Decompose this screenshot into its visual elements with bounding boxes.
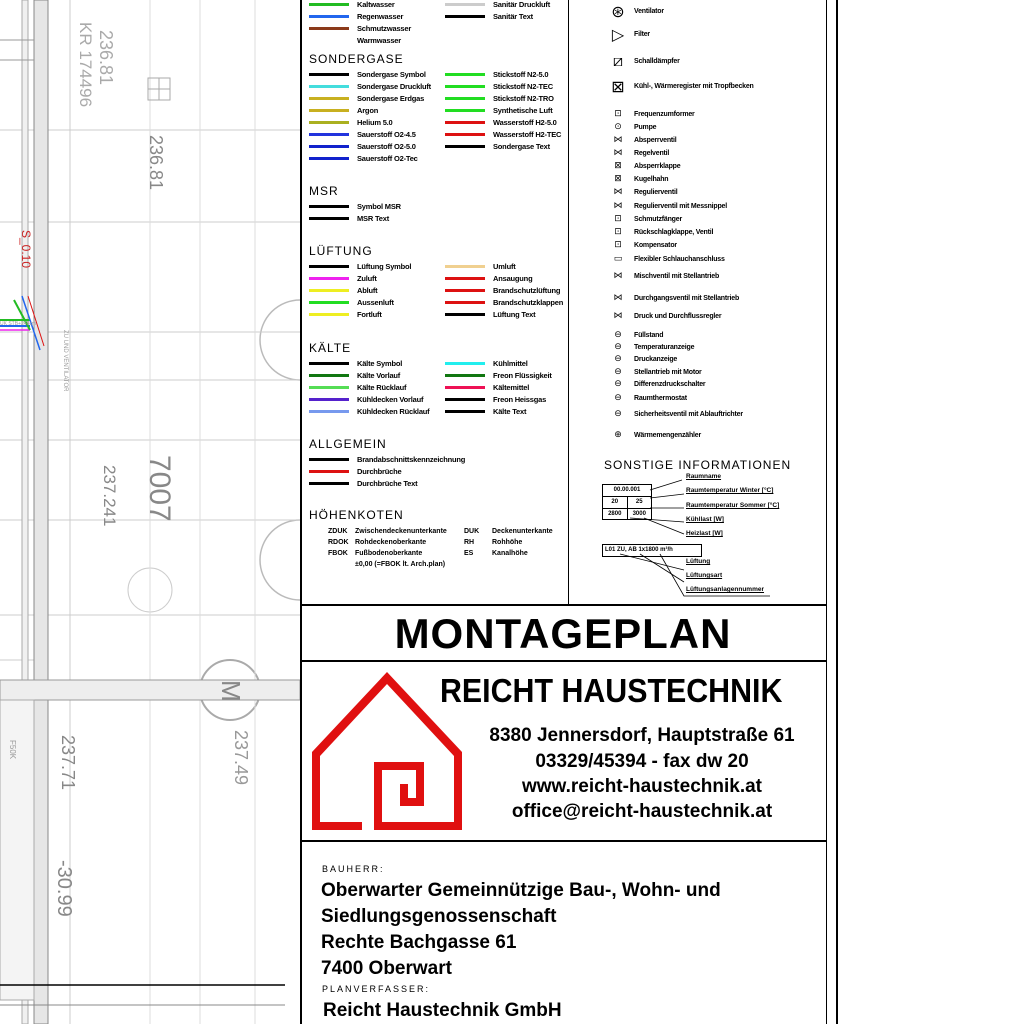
legend-row (309, 453, 465, 465)
symbol-label: Druckanzeige (634, 355, 678, 363)
legend-label: Kühldecken Vorlauf (357, 394, 424, 404)
legend-line-swatch (445, 386, 485, 389)
symbol-icon: ⋈ (613, 201, 623, 211)
symbol-label: Kühl-, Wärmeregister mit Tropfbecken (634, 82, 754, 90)
symbol-row (602, 173, 668, 185)
legend-label: Regenwasser (357, 11, 404, 21)
symbol-label: Ventilator (634, 7, 664, 15)
kaelte-title: KÄLTE (309, 341, 352, 355)
symbol-icon: ⊖ (614, 379, 622, 389)
legend-line-swatch (309, 374, 349, 377)
legend-label: Sanitär Druckluft (493, 0, 551, 9)
legend-label: Warmwasser (357, 35, 401, 45)
legend-label: Sondergase Symbol (357, 69, 426, 79)
symbol-row (602, 341, 694, 353)
symbol-row (602, 147, 669, 159)
legend-label: Synthetische Luft (493, 105, 553, 115)
legend-line-swatch (445, 133, 485, 136)
symbol-label: Stellantrieb mit Motor (634, 368, 702, 376)
legend-row (445, 369, 552, 381)
legend-label: Fortluft (357, 309, 382, 319)
lueftung-title: LÜFTUNG (309, 244, 373, 258)
legend-line-swatch (445, 289, 485, 292)
symbol-icon: ⊖ (614, 367, 622, 377)
dim-label-2: 237.241 (100, 465, 119, 527)
divider-company-client (300, 840, 826, 842)
symbol-label: Absperrklappe (634, 162, 681, 170)
legend-label: Brandabschnittskennzeichnung (357, 454, 466, 464)
legend-line-swatch (309, 470, 349, 473)
hk-code: RDOK (328, 539, 349, 546)
room-info-id: 00.00.001 (603, 485, 651, 497)
legend-row (445, 381, 529, 393)
symbol-icon: ⧄ (612, 51, 624, 70)
dim-label-6: -30.99 (53, 860, 75, 917)
legend-label: Stickstoff N2-5.0 (493, 69, 549, 79)
legend-label: Sondergase Erdgas (357, 93, 425, 103)
legend-line-swatch (309, 121, 349, 124)
legend-label: Freon Flüssigkeit (493, 370, 552, 380)
legend-row (445, 405, 526, 417)
legend-label: Schmutzwasser (357, 23, 412, 33)
legend-line-swatch (309, 313, 349, 316)
legend-row (445, 296, 563, 308)
legend-label: Brandschutzlüftung (493, 285, 561, 295)
symbol-row (602, 134, 677, 146)
symbol-row (602, 239, 677, 251)
legend-row (309, 140, 416, 152)
company-phone: 03329/45394 - fax dw 20 (535, 751, 749, 772)
symbol-icon: ⊖ (614, 354, 622, 364)
legend-line-swatch (445, 85, 485, 88)
sonstige-title: SONSTIGE INFORMATIONEN (604, 458, 792, 472)
legend-row (309, 200, 401, 212)
symbol-icon: ⊖ (614, 393, 622, 403)
symbol-icon: ⊠ (614, 174, 622, 184)
hk-code-2: RH (464, 539, 475, 546)
legend-line-swatch (309, 157, 349, 160)
symbol-row (602, 253, 725, 265)
legend-row (309, 0, 395, 10)
symbol-label: Schmutzfänger (634, 215, 682, 223)
legend-row (309, 260, 411, 272)
legend-line-swatch (309, 458, 349, 461)
legend-row (445, 116, 557, 128)
company-name: REICHT HAUSTECHNIK (440, 672, 783, 709)
legend-line-swatch (445, 362, 485, 365)
symbol-row (602, 226, 713, 238)
legend-label: Kälte Rücklauf (357, 382, 407, 392)
hk-description-2: Deckenunterkante (492, 528, 553, 535)
legend-row (445, 80, 553, 92)
dim-label-1: 236.81 (146, 135, 166, 191)
symbol-row (602, 213, 682, 225)
info-label: Lüftungsanlagennummer (686, 586, 765, 593)
info-label: Lüftungsart (686, 572, 723, 579)
symbol-icon: ⋈ (613, 135, 623, 145)
legend-line-swatch (309, 85, 349, 88)
dim-label-1b: 236.81 (96, 30, 116, 86)
legend-line-swatch (445, 410, 485, 413)
symbol-label: Füllstand (634, 331, 664, 339)
hk-description: Rohdeckenoberkante (355, 539, 427, 546)
legend-label: Freon Heissgas (493, 394, 547, 404)
legend-row (309, 10, 403, 22)
symbol-label: Regulierventil (634, 188, 678, 196)
symbol-icon: ▷ (611, 24, 625, 44)
bauherr-line-2: Siedlungsgenossenschaft (321, 906, 557, 927)
legend-label: Brandschutzklappen (493, 297, 564, 307)
symbol-row (602, 108, 695, 120)
legend-label: Durchbrüche Text (357, 478, 418, 488)
legend-line-swatch (309, 27, 349, 30)
legend-line-swatch (445, 121, 485, 124)
legend-row (309, 152, 418, 164)
room-info-cooling: 2800 (603, 509, 628, 520)
legend-row (445, 272, 532, 284)
legend-label: Kälte Text (493, 406, 527, 416)
symbol-label: Regulierventil mit Messnippel (634, 202, 727, 210)
symbol-row (602, 408, 743, 420)
legend-label: Ansaugung (493, 273, 533, 283)
legend-line-swatch (445, 277, 485, 280)
legend-label: MSR Text (357, 213, 390, 223)
symbol-label: Schalldämpfer (634, 57, 680, 65)
room-info-summer: 25 (635, 499, 643, 505)
pipe-label: S_0.10 (19, 230, 33, 269)
legend-line-swatch (309, 482, 349, 485)
legend-label: Sondergase Druckluft (357, 81, 431, 91)
legend-label: Lüftung Symbol (357, 261, 412, 271)
symbol-row (602, 1, 664, 21)
legend-label: Kühlmittel (493, 358, 528, 368)
symbol-label: Regelventil (634, 149, 670, 157)
legend-row (445, 0, 550, 10)
symbol-icon: ⊡ (614, 109, 622, 119)
legend-row (309, 212, 389, 224)
symbol-row (602, 270, 719, 282)
legend-row (309, 272, 377, 284)
legend-line-swatch (445, 15, 485, 18)
vertical-note-2: F50K (8, 740, 17, 760)
symbol-icon: ⋈ (613, 293, 623, 303)
legend-row (309, 405, 429, 417)
symbol-row (602, 51, 680, 70)
room-label: M (216, 680, 246, 702)
legend-line-swatch (309, 97, 349, 100)
company-website: www.reicht-haustechnik.at (521, 776, 762, 797)
legend-line-swatch (309, 265, 349, 268)
legend-line-swatch (445, 145, 485, 148)
legend-line-swatch (309, 289, 349, 292)
dim-label-4: 237.71 (58, 735, 78, 791)
legend-line-swatch (309, 217, 349, 220)
legend-row (309, 465, 401, 477)
msr-title: MSR (309, 184, 339, 198)
symbol-label: Wärmemengenzähler (634, 431, 702, 439)
symbol-icon: ⊕ (614, 430, 622, 440)
legend-label: Stickstoff N2-TRO (493, 93, 554, 103)
legend-line-swatch (309, 277, 349, 280)
symbol-row (602, 121, 656, 133)
legend-line-swatch (309, 109, 349, 112)
symbol-row (602, 24, 650, 44)
legend-line-swatch (309, 133, 349, 136)
company-email: office@reicht-haustechnik.at (511, 801, 773, 822)
legend-label: Kaltwasser (357, 0, 395, 9)
legend-label: Zuluft (357, 273, 377, 283)
legend-label: Sondergase Text (493, 141, 550, 151)
legend-row (445, 128, 561, 140)
legend-line-swatch (445, 109, 485, 112)
symbol-row (602, 310, 721, 322)
symbol-icon: ⊖ (614, 342, 622, 352)
symbol-icon: ⊡ (614, 227, 622, 237)
symbol-icon: ⊖ (614, 330, 622, 340)
legend-line-swatch (445, 374, 485, 377)
bauherr-line-4: 7400 Oberwart (321, 958, 452, 979)
legend-label: Aussenluft (357, 297, 394, 307)
legend-line-swatch (309, 39, 349, 42)
legend-label: Kälte Symbol (357, 358, 403, 368)
symbol-label: Frequenzumformer (634, 110, 695, 118)
legend-label: Abluft (357, 285, 378, 295)
legend-row (309, 393, 423, 405)
sondergase-title: SONDERGASE (309, 52, 404, 66)
bauherr-label: BAUHERR: (322, 864, 385, 874)
legend-line-swatch (309, 15, 349, 18)
floor-plan-svg (0, 0, 300, 1024)
symbol-label: Kugelhahn (634, 175, 669, 183)
legend-row (309, 128, 416, 140)
legend-label: Kältemittel (493, 382, 530, 392)
dim-label-5: 237.49 (231, 730, 251, 786)
symbol-label: Temperaturanzeige (634, 343, 695, 351)
legend-label: Lüftung Text (493, 309, 536, 319)
legend-row (445, 284, 560, 296)
legend-line-swatch (445, 313, 485, 316)
legend-line-swatch (309, 3, 349, 6)
legend-row (309, 68, 426, 80)
symbol-row (602, 186, 678, 198)
symbol-label: Durchgangsventil mit Stellantrieb (634, 294, 740, 302)
symbol-row (602, 292, 739, 304)
legend-label: Sauerstoff O2-5.0 (357, 141, 416, 151)
vertical-note-1: ZU UND VENTILATOR (62, 330, 68, 392)
dim-label-3: 7007 (143, 455, 176, 522)
legend-row (445, 260, 516, 272)
symbol-row (602, 200, 727, 212)
symbol-label: Kompensator (634, 241, 677, 249)
symbol-label: Mischventil mit Stellantrieb (634, 272, 720, 280)
kr-label: KR 174496 (76, 22, 95, 108)
symbol-label: Differenzdruckschalter (634, 380, 706, 388)
planverfasser-name: Reicht Haustechnik GmbH (323, 1000, 562, 1021)
legend-row (309, 357, 402, 369)
hk-description: Zwischendeckenunterkante (355, 528, 447, 535)
legend-row (309, 477, 417, 489)
legend-line-swatch (309, 205, 349, 208)
bauherr-line-1: Oberwarter Gemeinnützige Bau-, Wohn- und (321, 880, 721, 901)
hoehenkoten-title: HÖHENKOTEN (309, 508, 404, 522)
info-label: Kühllast [W] (686, 516, 724, 523)
symbol-icon: ⊙ (614, 122, 622, 132)
legend-row (445, 104, 553, 116)
symbol-icon: ⋈ (613, 187, 623, 197)
plan-title: MONTAGEPLAN (394, 610, 732, 657)
symbol-label: Flexibler Schlauchanschluss (634, 255, 725, 263)
legend-row (309, 308, 382, 320)
symbol-label: Filter (634, 30, 650, 38)
legend-row (445, 68, 548, 80)
symbol-row (602, 378, 705, 390)
symbol-row (602, 160, 680, 172)
symbol-row (602, 392, 687, 404)
floor-plan-drawing (0, 0, 300, 1024)
legend-column-divider (568, 0, 569, 605)
legend-line-swatch (445, 301, 485, 304)
symbol-icon: ⋈ (613, 311, 623, 321)
info-label: Raumtemperatur Winter [°C] (686, 487, 774, 494)
symbol-row (602, 366, 702, 378)
symbol-label: Raumthermostat (634, 394, 687, 402)
legend-label: Symbol MSR (357, 201, 401, 211)
symbol-icon: ⊛ (611, 1, 625, 21)
legend-label: Kühldecken Rücklauf (357, 406, 430, 416)
right-border-line (826, 0, 827, 1024)
legend-row (309, 80, 431, 92)
symbol-icon: ⊡ (614, 240, 622, 250)
legend-row (309, 296, 394, 308)
company-address: 8380 Jennersdorf, Hauptstraße 61 (489, 725, 795, 746)
symbol-icon: ⊡ (614, 214, 622, 224)
legend-row (445, 308, 535, 320)
legend-line-swatch (445, 73, 485, 76)
legend-label: Stickstoff N2-TEC (493, 81, 553, 91)
symbol-row (602, 329, 663, 341)
hk-code-2: ES (464, 550, 474, 557)
legend-line-swatch (309, 386, 349, 389)
hk-code: ZDUK (328, 528, 348, 535)
legend-label: Wasserstoff H2-TEC (493, 129, 562, 139)
legend-row (309, 284, 377, 296)
legend-row (445, 92, 554, 104)
legend-line-swatch (309, 301, 349, 304)
symbol-label: Pumpe (634, 123, 657, 131)
legend-row (445, 10, 533, 22)
symbol-row (602, 429, 701, 441)
legend-label: Sauerstoff O2-Tec (357, 153, 418, 163)
vertical-note-3: UK STB+248cm (0, 321, 36, 327)
legend-line-swatch (309, 362, 349, 365)
symbol-label: Absperrventil (634, 136, 677, 144)
symbol-row (602, 353, 677, 365)
symbol-icon: ⊠ (614, 161, 622, 171)
legend-line-swatch (445, 97, 485, 100)
legend-label: Umluft (493, 261, 516, 271)
room-info-heating: 3000 (632, 511, 646, 517)
ventilation-info-box: L01 ZU, AB 1x1800 m³/h (602, 544, 702, 557)
symbol-label: Rückschlagklappe, Ventil (634, 228, 714, 236)
legend-label: Durchbrüche (357, 466, 402, 476)
info-label: Lüftung (686, 558, 711, 565)
legend-label: Sauerstoff O2-4.5 (357, 129, 416, 139)
hk-description-2: Rohhöhe (492, 539, 523, 546)
legend-line-swatch (309, 73, 349, 76)
symbol-label: Druck und Durchflussregler (634, 312, 722, 320)
legend-line-swatch (309, 398, 349, 401)
legend-line-swatch (445, 398, 485, 401)
hk-description: ±0,00 (=FBOK lt. Arch.plan) (355, 561, 446, 568)
allgemein-title: ALLGEMEIN (309, 437, 387, 451)
hk-code-2: DUK (464, 528, 480, 535)
legend-label: Argon (357, 105, 379, 115)
bauherr-line-3: Rechte Bachgasse 61 (321, 932, 517, 953)
info-label: Raumtemperatur Sommer [°C] (686, 502, 780, 509)
legend-row (445, 140, 550, 152)
info-leader-lines (600, 470, 790, 600)
info-label: Heizlast [W] (686, 530, 723, 537)
hk-description-2: Kanalhöhe (492, 550, 528, 557)
legend-row (309, 104, 378, 116)
legend-row (309, 381, 406, 393)
symbol-icon: ⊠ (611, 76, 625, 96)
legend-row (445, 393, 546, 405)
legend-label: Wasserstoff H2-5.0 (493, 117, 557, 127)
legend-line-swatch (445, 265, 485, 268)
legend-line-swatch (445, 3, 485, 6)
legend-line-swatch (309, 145, 349, 148)
planverfasser-label: PLANVERFASSER: (322, 984, 431, 994)
legend-line-swatch (309, 410, 349, 413)
legend-label: Helium 5.0 (357, 117, 393, 127)
symbol-row (602, 76, 754, 96)
legend-label: Sanitär Text (493, 11, 533, 21)
legend-row (309, 92, 424, 104)
legend-row (309, 22, 411, 34)
hk-code: FBOK (328, 550, 348, 557)
symbol-icon: ⋈ (613, 148, 623, 158)
hk-description: Fußbodenoberkante (355, 550, 423, 557)
legend-row (309, 116, 393, 128)
symbol-icon: ▭ (613, 254, 623, 264)
symbol-icon: ⋈ (613, 271, 623, 281)
room-info-winter: 20 (603, 497, 628, 508)
legend-row (445, 357, 528, 369)
symbol-icon: ⊖ (614, 409, 622, 419)
legend-label: Kälte Vorlauf (357, 370, 401, 380)
symbol-label: Sicherheitsventil mit Ablauftrichter (634, 410, 743, 418)
info-label: Raumname (686, 473, 722, 480)
legend-row (309, 34, 401, 46)
legend-row (309, 369, 400, 381)
